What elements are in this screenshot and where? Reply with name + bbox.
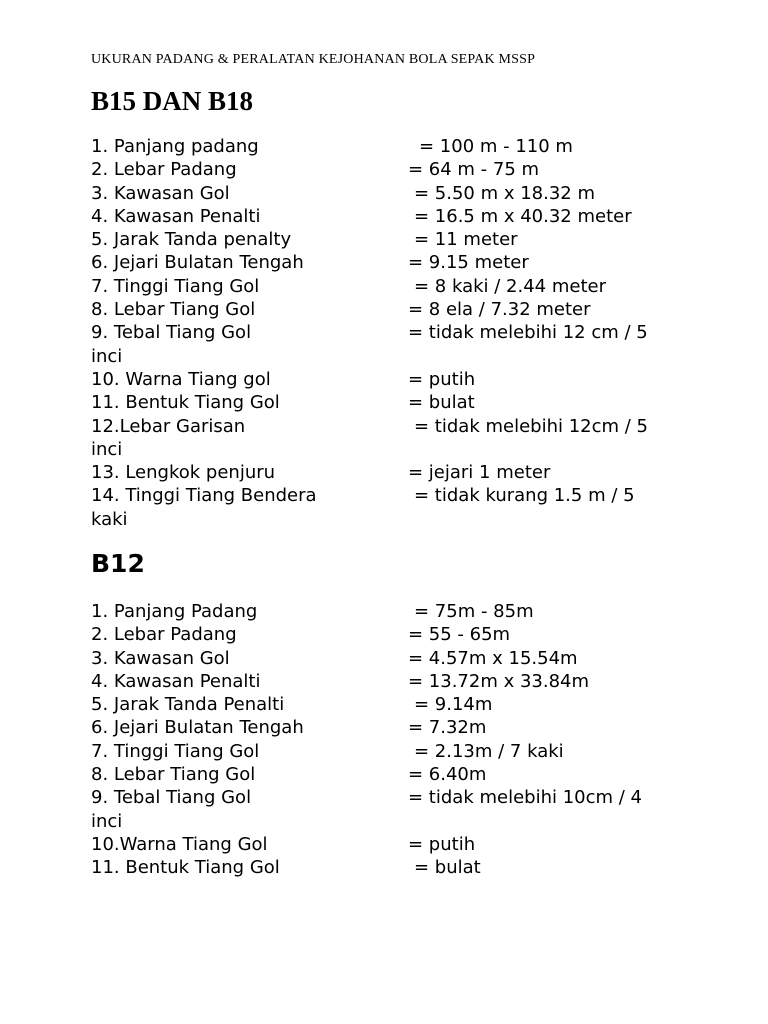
item-label: 1. Panjang padang [91, 136, 259, 157]
item-value: = 16.5 m x 40.32 meter [414, 205, 632, 227]
item-value: = 55 - 65m [408, 624, 511, 646]
item-label: 8. Lebar Tiang Gol [91, 764, 256, 786]
list-item [91, 251, 691, 274]
list-item [91, 461, 691, 484]
item-label: 10. Warna Tiang gol [91, 368, 271, 390]
list-item [91, 391, 691, 414]
item-value: = 11 meter [414, 229, 518, 251]
item-value: = tidak melebihi 10cm / 4 [408, 787, 642, 809]
item-value: = 7.32m [408, 717, 487, 739]
item-label: 13. Lengkok penjuru [91, 462, 276, 484]
list-item [91, 415, 691, 462]
list-item [91, 693, 691, 716]
item-label: 2. Lebar Padang [91, 624, 237, 646]
list-item [91, 786, 691, 833]
list-item [91, 158, 691, 181]
item-value: = 75m - 85m [414, 601, 534, 622]
list-item [91, 484, 691, 531]
list-item [91, 856, 691, 879]
list-item [91, 740, 691, 763]
section-heading-b15-b18: B15 DAN B18 [91, 86, 254, 116]
list-item [91, 368, 691, 391]
item-label: 7. Tinggi Tiang Gol [91, 275, 260, 297]
list-item [91, 182, 691, 205]
item-label: 4. Kawasan Penalti [91, 670, 261, 692]
list-item [91, 321, 691, 368]
item-value: = putih [408, 368, 476, 390]
item-value: = 9.15 meter [408, 252, 529, 274]
item-value: = 8 ela / 7.32 meter [408, 299, 591, 321]
item-label: 1. Panjang Padang [91, 601, 258, 622]
item-value: = 64 m - 75 m [408, 159, 540, 181]
item-value: = 5.50 m x 18.32 m [414, 182, 596, 204]
item-value: = jejari 1 meter [408, 462, 551, 484]
item-value: = 13.72m x 33.84m [408, 670, 590, 692]
item-value-continuation: inci [91, 810, 123, 832]
item-value: = 4.57m x 15.54m [408, 647, 578, 669]
list-item [91, 275, 691, 298]
item-label: 9. Tebal Tiang Gol [91, 787, 252, 809]
item-value-continuation: inci [91, 438, 123, 460]
list-item [91, 647, 691, 670]
item-label: 7. Tinggi Tiang Gol [91, 740, 260, 762]
item-value-continuation: inci [91, 345, 123, 367]
item-value: = tidak melebihi 12cm / 5 [414, 415, 648, 437]
document-title: UKURAN PADANG & PERALATAN KEJOHANAN BOLA SEPAK MSSP [91, 52, 536, 67]
item-label: 6. Jejari Bulatan Tengah [91, 717, 304, 739]
list-item [91, 623, 691, 646]
list-item [91, 763, 691, 786]
item-value: = bulat [408, 392, 475, 414]
list-item [91, 135, 691, 158]
item-value: = tidak kurang 1.5 m / 5 [414, 485, 635, 507]
item-label: 11. Bentuk Tiang Gol [91, 857, 280, 879]
item-value: = bulat [414, 857, 481, 879]
item-label: 3. Kawasan Gol [91, 182, 230, 204]
list-item [91, 716, 691, 739]
item-value: = tidak melebihi 12 cm / 5 [408, 322, 648, 344]
item-label: 5. Jarak Tanda Penalti [91, 694, 285, 716]
item-label: 2. Lebar Padang [91, 159, 237, 181]
item-value-continuation: kaki [91, 508, 128, 530]
spec-list-b15-b18 [91, 135, 691, 531]
item-label: 14. Tinggi Tiang Bendera [91, 485, 317, 507]
item-label: 10.Warna Tiang Gol [91, 833, 268, 855]
item-label: 6. Jejari Bulatan Tengah [91, 252, 304, 274]
section-heading-b12: B12 [91, 549, 145, 578]
list-item [91, 298, 691, 321]
list-item [91, 670, 691, 693]
list-item [91, 205, 691, 228]
item-value: = 2.13m / 7 kaki [414, 740, 564, 762]
item-label: 5. Jarak Tanda penalty [91, 229, 292, 251]
item-label: 3. Kawasan Gol [91, 647, 230, 669]
item-label: 4. Kawasan Penalti [91, 205, 261, 227]
item-label: 8. Lebar Tiang Gol [91, 299, 256, 321]
item-value: = putih [408, 833, 476, 855]
list-item [91, 833, 691, 856]
item-value: = 100 m - 110 m [419, 136, 573, 157]
item-label: 9. Tebal Tiang Gol [91, 322, 252, 344]
list-item [91, 600, 691, 623]
item-label: 12.Lebar Garisan [91, 415, 246, 437]
item-label: 11. Bentuk Tiang Gol [91, 392, 280, 414]
item-value: = 8 kaki / 2.44 meter [414, 275, 606, 297]
item-value: = 9.14m [414, 694, 493, 716]
item-value: = 6.40m [408, 764, 487, 786]
spec-list-b12 [91, 600, 691, 880]
list-item [91, 228, 691, 251]
